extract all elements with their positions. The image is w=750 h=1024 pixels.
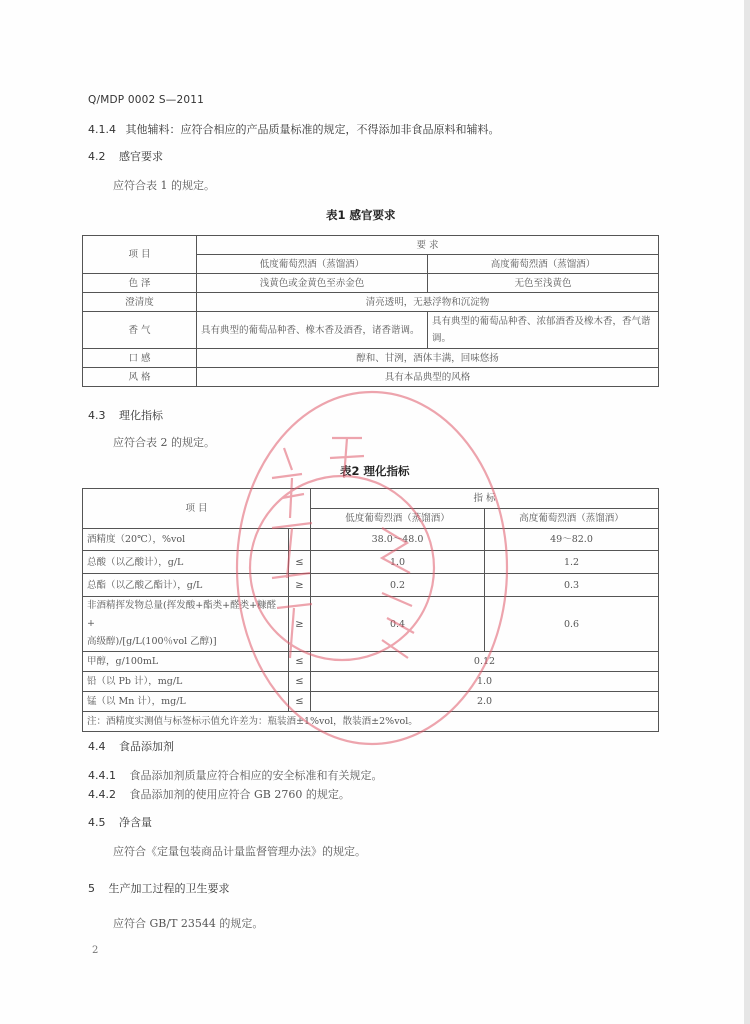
table2-col-index: 指 标	[311, 489, 659, 509]
table2-physicochemical	[82, 488, 659, 732]
table-cell: 1.0	[311, 672, 659, 692]
table-cell-symbol: ≤	[289, 652, 311, 672]
table1-sensory	[82, 235, 659, 387]
section-4-5-heading	[88, 816, 152, 830]
section-4-3-heading	[88, 409, 163, 423]
section-4-1-4	[88, 123, 500, 137]
table-cell: 2.0	[311, 692, 659, 712]
table2-item-volatiles-line1: 非酒精挥发物总量(挥发酸+酯类+醛类+糠醛+	[87, 600, 277, 629]
table-cell: 无色至浅黄色	[428, 274, 659, 293]
table1-item-taste: 口 感	[83, 349, 197, 368]
table2-note: 注：酒精度实测值与标签标示值允许差为：瓶装酒±1%vol，散装酒±2%vol。	[83, 712, 659, 732]
table-cell: 0.2	[311, 574, 485, 597]
table-cell-symbol: ≤	[289, 692, 311, 712]
table-cell-symbol: ≥	[289, 574, 311, 597]
table-cell: 49～82.0	[485, 529, 659, 551]
table2-col-item: 项 目	[83, 489, 311, 529]
table1-item-aroma: 香 气	[83, 312, 197, 349]
page-edge	[744, 0, 750, 1024]
section-4-3-number: 4.3	[88, 409, 106, 422]
table-cell: 0.6	[485, 597, 659, 652]
section-4-2-title: 感官要求	[119, 150, 163, 163]
standard-code: Q/MDP 0002 S—2011	[88, 94, 204, 106]
section-5-title: 生产加工过程的卫生要求	[108, 882, 230, 895]
section-4-1-4-text: 其他辅料：应符合相应的产品质量标准的规定，不得添加非食品原料和辅料。	[125, 123, 500, 136]
section-4-4-1-text: 食品添加剂质量应符合相应的安全标准和有关规定。	[129, 769, 383, 782]
table-cell: 0.4	[311, 597, 485, 652]
section-4-3-body: 应符合表 2 的规定。	[113, 436, 215, 449]
section-4-1-4-number: 4.1.4	[88, 123, 116, 136]
table-cell: 清亮透明，无悬浮物和沉淀物	[197, 293, 659, 312]
table2-item-methanol: 甲醇，g/100mL	[83, 652, 289, 672]
section-4-4-2-number: 4.4.2	[88, 788, 116, 801]
table-cell: 浅黄色或金黄色至赤金色	[197, 274, 428, 293]
table1-header-row	[83, 236, 659, 255]
table2-caption: 表2 理化指标	[340, 464, 410, 478]
section-4-3-title: 理化指标	[119, 409, 163, 422]
table2-item-lead: 铅（以 Pb 计），mg/L	[83, 672, 289, 692]
table-cell: 具有典型的葡萄品种香、浓郁酒香及橡木香，香气谐调。	[428, 312, 659, 349]
table-row	[83, 672, 659, 692]
section-4-4-1-number: 4.4.1	[88, 769, 116, 782]
table-row	[83, 574, 659, 597]
table1-item-style: 风 格	[83, 368, 197, 387]
table1-item-color: 色 泽	[83, 274, 197, 293]
section-5-heading	[88, 882, 230, 896]
table-row	[83, 293, 659, 312]
section-4-4-1	[88, 769, 383, 783]
table-row	[83, 692, 659, 712]
table2-header-row	[83, 489, 659, 509]
table-row	[83, 312, 659, 349]
table2-col-low: 低度葡萄烈酒（蒸馏酒）	[311, 509, 485, 529]
table-row	[83, 368, 659, 387]
table-row	[83, 597, 659, 652]
table-cell: 0.3	[485, 574, 659, 597]
table-cell: 1.0	[311, 551, 485, 574]
table2-item-nonalcohol-volatiles	[83, 597, 289, 652]
table-cell: 具有本品典型的风格	[197, 368, 659, 387]
table2-col-high: 高度葡萄烈酒（蒸馏酒）	[485, 509, 659, 529]
section-4-4-2-text: 食品添加剂的使用应符合 GB 2760 的规定。	[129, 788, 350, 801]
table-row	[83, 712, 659, 732]
table2-item-total-acid: 总酸（以乙酸计），g/L	[83, 551, 289, 574]
section-4-2-number: 4.2	[88, 150, 106, 163]
section-4-4-title: 食品添加剂	[119, 740, 174, 753]
table-cell-symbol	[289, 529, 311, 551]
section-4-5-number: 4.5	[88, 816, 106, 829]
section-4-2-heading	[88, 150, 163, 164]
section-4-5-title: 净含量	[119, 816, 152, 829]
table2-item-alcohol: 酒精度（20℃），%vol	[83, 529, 289, 551]
table1-col-high: 高度葡萄烈酒（蒸馏酒）	[428, 255, 659, 274]
table2-item-volatiles-line2: 高级醇)/[g/L(100％vol 乙醇)]	[87, 636, 217, 647]
table-row	[83, 551, 659, 574]
table1-col-low: 低度葡萄烈酒（蒸馏酒）	[197, 255, 428, 274]
table-cell: 醇和、甘洌，酒体丰满，回味悠扬	[197, 349, 659, 368]
table-cell-symbol: ≤	[289, 551, 311, 574]
table2-item-total-ester: 总酯（以乙酸乙酯计），g/L	[83, 574, 289, 597]
section-4-2-body: 应符合表 1 的规定。	[113, 179, 215, 192]
section-5-body: 应符合 GB/T 23544 的规定。	[113, 917, 264, 930]
table1-col-item: 项 目	[83, 236, 197, 274]
table-cell: 38.0～48.0	[311, 529, 485, 551]
table-cell-symbol: ≤	[289, 672, 311, 692]
table1-item-clarity: 澄清度	[83, 293, 197, 312]
table-row	[83, 652, 659, 672]
table-row	[83, 274, 659, 293]
table2-item-manganese: 锰（以 Mn 计），mg/L	[83, 692, 289, 712]
section-4-4-number: 4.4	[88, 740, 106, 753]
table-cell: 0.12	[311, 652, 659, 672]
page-number: 2	[92, 945, 99, 956]
section-4-4-heading	[88, 740, 174, 754]
table1-col-requirement: 要 求	[197, 236, 659, 255]
section-4-5-body: 应符合《定量包装商品计量监督管理办法》的规定。	[113, 845, 366, 858]
section-5-number: 5	[88, 882, 95, 895]
table-cell: 1.2	[485, 551, 659, 574]
section-4-4-2	[88, 788, 350, 802]
table-cell-symbol: ≥	[289, 597, 311, 652]
table-cell: 具有典型的葡萄品种香、橡木香及酒香，诸香谐调。	[197, 312, 428, 349]
table1-caption: 表1 感官要求	[326, 208, 396, 222]
table-row	[83, 349, 659, 368]
table-row	[83, 529, 659, 551]
